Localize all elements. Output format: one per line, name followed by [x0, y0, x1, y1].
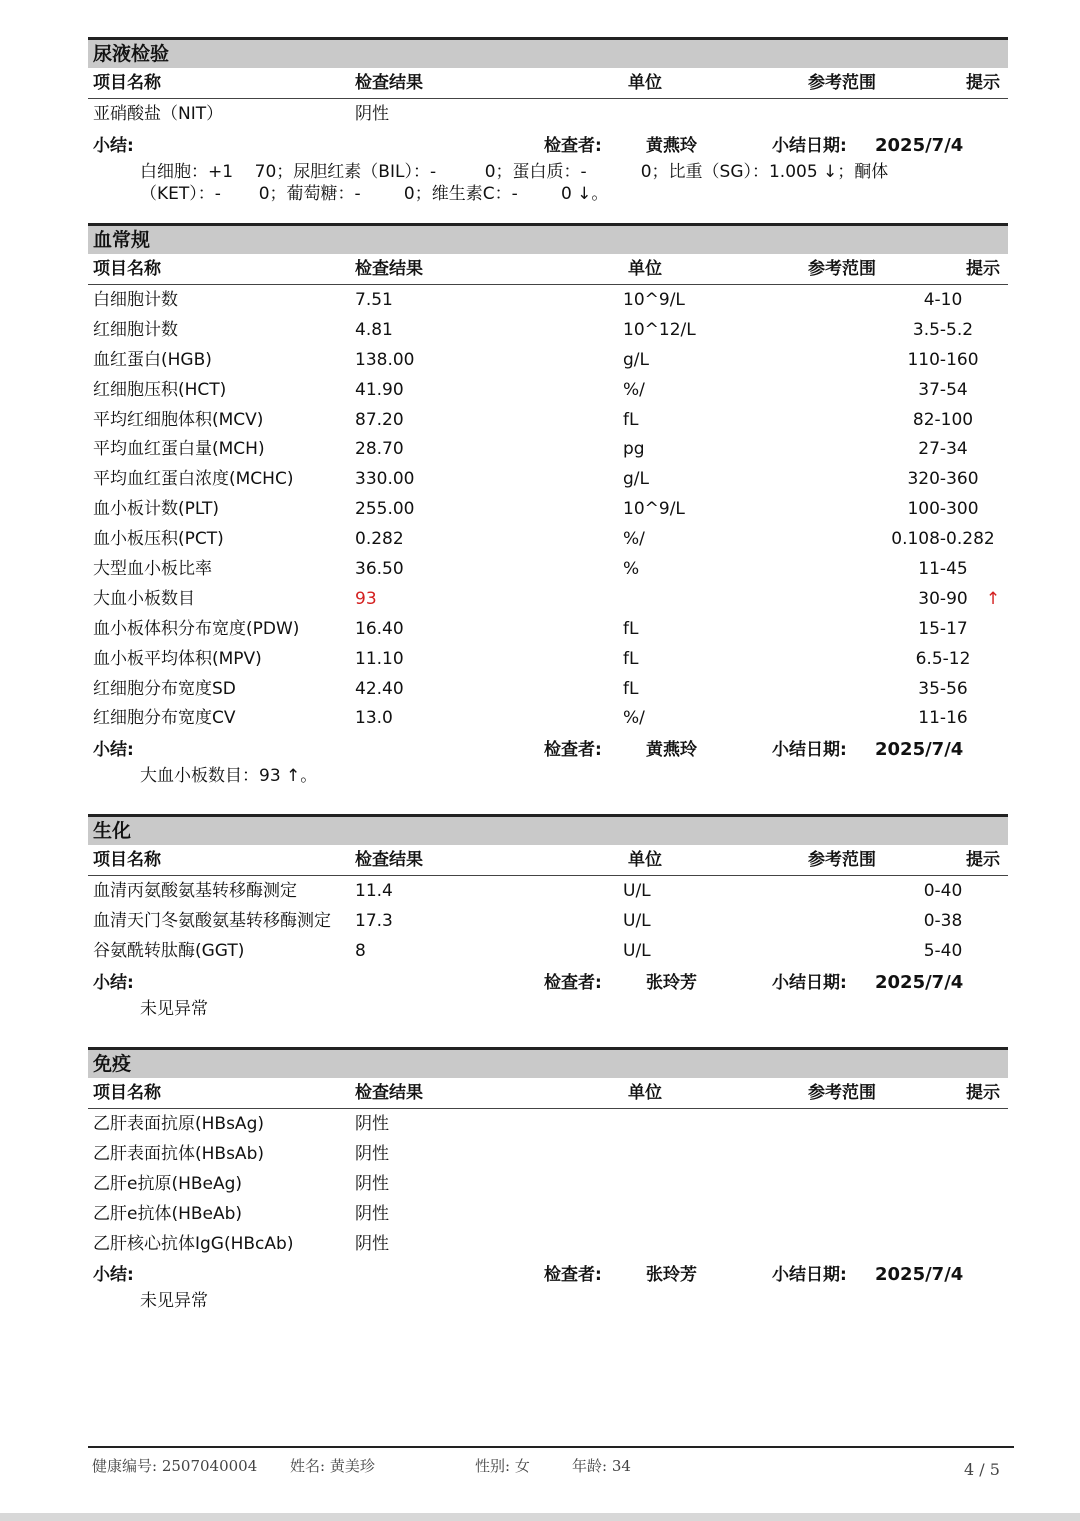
header-result: 检查结果 — [355, 1083, 423, 1103]
item-name: 乙肝表面抗体(HBsAb) — [93, 1143, 264, 1164]
footer-patient-name: 姓名: 黄美珍 — [290, 1457, 375, 1475]
table-row — [88, 434, 1008, 464]
item-result: 11.4 — [355, 881, 393, 901]
footer-health-id: 健康编号: 2507040004 — [92, 1457, 258, 1475]
item-result: 7.51 — [355, 290, 393, 310]
item-reference-range: 11-45 — [918, 559, 968, 580]
header-unit: 单位 — [628, 850, 662, 870]
item-unit: g/L — [623, 349, 649, 370]
item-result: 17.3 — [355, 910, 393, 931]
header-item-name: 项目名称 — [93, 1083, 161, 1103]
table-row — [88, 285, 1008, 315]
checker-label: 检查者: — [544, 1265, 602, 1286]
item-result: 0.282 — [355, 529, 404, 550]
summary-text: 白细胞：+1 70；尿胆红素（BIL）：- 0；蛋白质：- 0；比重（SG）：1.005 ↓；酮体（KET）：- 0；葡萄糖：- 0；维生素C：- 0 ↓。 — [140, 161, 889, 204]
item-hint-arrow: ↑ — [985, 588, 1001, 609]
item-reference-range: 0.108-0.282 — [891, 529, 995, 550]
summary-date: 2025/7/4 — [875, 971, 964, 993]
summary-label: 小结: — [93, 135, 134, 156]
item-reference-range: 37-54 — [918, 379, 968, 400]
table-row — [88, 464, 1008, 494]
header-reference-range: 参考范围 — [808, 259, 876, 279]
item-name: 平均血红蛋白量(MCH) — [93, 439, 265, 460]
item-result: 330.00 — [355, 469, 415, 490]
item-reference-range: 6.5-12 — [915, 648, 971, 669]
item-result: 16.40 — [355, 618, 404, 639]
item-unit: 10^9/L — [623, 499, 685, 520]
item-name: 血小板压积(PCT) — [93, 529, 224, 550]
table-row — [88, 1139, 1008, 1169]
header-hint: 提示 — [966, 73, 1000, 93]
item-name: 红细胞分布宽度CV — [93, 708, 236, 729]
table-row — [88, 1229, 1008, 1259]
bottom-scroll-strip — [0, 1513, 1080, 1521]
table-row — [88, 906, 1008, 936]
item-name: 红细胞分布宽度SD — [93, 678, 236, 699]
section-title: 尿液检验 — [88, 37, 1008, 68]
header-unit: 单位 — [628, 259, 662, 279]
item-unit: g/L — [623, 469, 649, 490]
item-name: 平均红细胞体积(MCV) — [93, 409, 264, 430]
header-item-name: 项目名称 — [93, 259, 161, 279]
summary-row — [88, 1258, 1008, 1290]
item-name: 血红蛋白(HGB) — [93, 349, 212, 370]
summary-date-label: 小结日期: — [772, 135, 847, 156]
item-result: 255.00 — [355, 499, 415, 520]
item-result: 28.70 — [355, 439, 404, 460]
item-reference-range: 3.5-5.2 — [912, 319, 974, 340]
checker-label: 检查者: — [544, 135, 602, 156]
item-name: 红细胞计数 — [93, 319, 178, 340]
section-immunology — [88, 1047, 1008, 1320]
item-reference-range: 4-10 — [923, 290, 963, 310]
header-reference-range: 参考范围 — [808, 850, 876, 870]
header-result: 检查结果 — [355, 259, 423, 279]
summary-label: 小结: — [93, 972, 134, 993]
table-row — [88, 1199, 1008, 1229]
checker-name: 黄燕玲 — [646, 135, 697, 156]
header-hint: 提示 — [966, 1083, 1000, 1103]
summary-text: 大血小板数目：93 ↑。 — [140, 766, 318, 787]
table-row — [88, 99, 1008, 129]
checker-name: 黄燕玲 — [646, 740, 697, 761]
column-headers — [88, 68, 1008, 99]
section-title: 免疫 — [88, 1047, 1008, 1078]
item-result: 87.20 — [355, 409, 404, 430]
item-result: 36.50 — [355, 559, 404, 580]
item-result: 4.81 — [355, 319, 393, 340]
table-row — [88, 644, 1008, 674]
checker-name: 张玲芳 — [646, 1265, 697, 1286]
summary-date-label: 小结日期: — [772, 740, 847, 761]
item-name: 乙肝表面抗原(HBsAg) — [93, 1114, 264, 1134]
table-row — [88, 584, 1008, 614]
item-reference-range: 320-360 — [907, 469, 979, 490]
item-name: 血小板体积分布宽度(PDW) — [93, 618, 300, 639]
table-row — [88, 315, 1008, 345]
item-unit: %/ — [623, 529, 645, 550]
footer-sex: 性别: 女 — [475, 1457, 530, 1475]
item-reference-range: 110-160 — [907, 349, 979, 370]
item-unit: U/L — [623, 881, 651, 901]
item-result: 阴性 — [355, 1114, 389, 1134]
table-row — [88, 1109, 1008, 1139]
checker-label: 检查者: — [544, 972, 602, 993]
item-result: 阴性 — [355, 104, 389, 124]
header-hint: 提示 — [966, 259, 1000, 279]
item-unit: fL — [623, 409, 639, 430]
summary-text: 未见异常 — [140, 998, 208, 1019]
item-name: 白细胞计数 — [93, 290, 178, 310]
item-name: 大血小板数目 — [93, 588, 195, 609]
item-unit: pg — [623, 439, 645, 460]
header-hint: 提示 — [966, 850, 1000, 870]
item-name: 亚硝酸盐（NIT） — [93, 104, 224, 124]
item-name: 谷氨酰转肽酶(GGT) — [93, 940, 245, 961]
section-title: 血常规 — [88, 223, 1008, 254]
item-reference-range: 0-40 — [923, 881, 963, 901]
checker-name: 张玲芳 — [646, 972, 697, 993]
column-headers — [88, 1078, 1008, 1109]
item-result: 8 — [355, 940, 366, 961]
header-reference-range: 参考范围 — [808, 73, 876, 93]
header-item-name: 项目名称 — [93, 850, 161, 870]
table-row — [88, 936, 1008, 966]
item-name: 红细胞压积(HCT) — [93, 379, 227, 400]
item-name: 血小板平均体积(MPV) — [93, 648, 262, 669]
item-reference-range: 100-300 — [907, 499, 979, 520]
summary-label: 小结: — [93, 740, 134, 761]
item-unit: fL — [623, 678, 639, 699]
item-unit: fL — [623, 618, 639, 639]
summary-date: 2025/7/4 — [875, 1264, 964, 1286]
header-result: 检查结果 — [355, 73, 423, 93]
section-title: 生化 — [88, 814, 1008, 845]
footer-divider — [88, 1446, 1014, 1448]
item-name: 血清天门冬氨酸氨基转移酶测定 — [93, 910, 331, 931]
table-row — [88, 494, 1008, 524]
item-unit: % — [623, 559, 640, 580]
table-row — [88, 554, 1008, 584]
item-result: 阴性 — [355, 1203, 389, 1224]
header-unit: 单位 — [628, 73, 662, 93]
item-result: 阴性 — [355, 1143, 389, 1164]
summary-date-label: 小结日期: — [772, 1265, 847, 1286]
column-headers — [88, 845, 1008, 876]
table-row — [88, 703, 1008, 733]
item-reference-range: 82-100 — [912, 409, 974, 430]
item-result: 阴性 — [355, 1233, 389, 1254]
header-unit: 单位 — [628, 1083, 662, 1103]
summary-row — [88, 129, 1008, 161]
table-row — [88, 375, 1008, 405]
table-row — [88, 345, 1008, 375]
item-unit: U/L — [623, 940, 651, 961]
item-unit: %/ — [623, 708, 645, 729]
summary-label: 小结: — [93, 1265, 134, 1286]
table-row — [88, 674, 1008, 704]
item-result: 138.00 — [355, 349, 415, 370]
item-name: 乙肝e抗体(HBeAb) — [93, 1203, 243, 1224]
item-reference-range: 5-40 — [923, 940, 963, 961]
checker-label: 检查者: — [544, 740, 602, 761]
table-row — [88, 405, 1008, 435]
section-urine — [88, 37, 1008, 205]
header-reference-range: 参考范围 — [808, 1083, 876, 1103]
item-reference-range: 30-90 — [918, 588, 968, 609]
item-result: 41.90 — [355, 379, 404, 400]
table-row — [88, 876, 1008, 906]
item-result: 阴性 — [355, 1173, 389, 1194]
table-row — [88, 614, 1008, 644]
section-biochemistry — [88, 814, 1008, 1028]
item-result: 11.10 — [355, 648, 404, 669]
item-reference-range: 15-17 — [918, 618, 968, 639]
item-unit: fL — [623, 648, 639, 669]
summary-text: 未见异常 — [140, 1291, 208, 1312]
item-reference-range: 0-38 — [923, 910, 963, 931]
table-row — [88, 1169, 1008, 1199]
item-name: 乙肝e抗原(HBeAg) — [93, 1173, 243, 1194]
item-result: 42.40 — [355, 678, 404, 699]
item-reference-range: 35-56 — [918, 678, 968, 699]
summary-row — [88, 966, 1008, 998]
item-name: 大型血小板比率 — [93, 559, 212, 580]
item-result: 13.0 — [355, 708, 393, 729]
footer-age: 年龄: 34 — [572, 1457, 631, 1475]
item-name: 平均血红蛋白浓度(MCHC) — [93, 469, 294, 490]
summary-date: 2025/7/4 — [875, 739, 964, 761]
item-unit: %/ — [623, 379, 645, 400]
page-number: 4 / 5 — [964, 1460, 1000, 1479]
summary-row — [88, 733, 1008, 765]
item-name: 血清丙氨酸氨基转移酶测定 — [93, 881, 297, 901]
column-headers — [88, 254, 1008, 285]
section-blood-routine — [88, 223, 1008, 795]
item-result: 93 — [355, 588, 377, 609]
item-reference-range: 27-34 — [918, 439, 968, 460]
table-row — [88, 524, 1008, 554]
summary-date: 2025/7/4 — [875, 134, 964, 156]
item-unit: 10^12/L — [623, 319, 696, 340]
header-result: 检查结果 — [355, 850, 423, 870]
item-reference-range: 11-16 — [918, 708, 968, 729]
item-unit: 10^9/L — [623, 290, 685, 310]
summary-date-label: 小结日期: — [772, 972, 847, 993]
header-item-name: 项目名称 — [93, 73, 161, 93]
item-unit: U/L — [623, 910, 651, 931]
item-name: 乙肝核心抗体IgG(HBcAb) — [93, 1233, 294, 1254]
item-name: 血小板计数(PLT) — [93, 499, 220, 520]
